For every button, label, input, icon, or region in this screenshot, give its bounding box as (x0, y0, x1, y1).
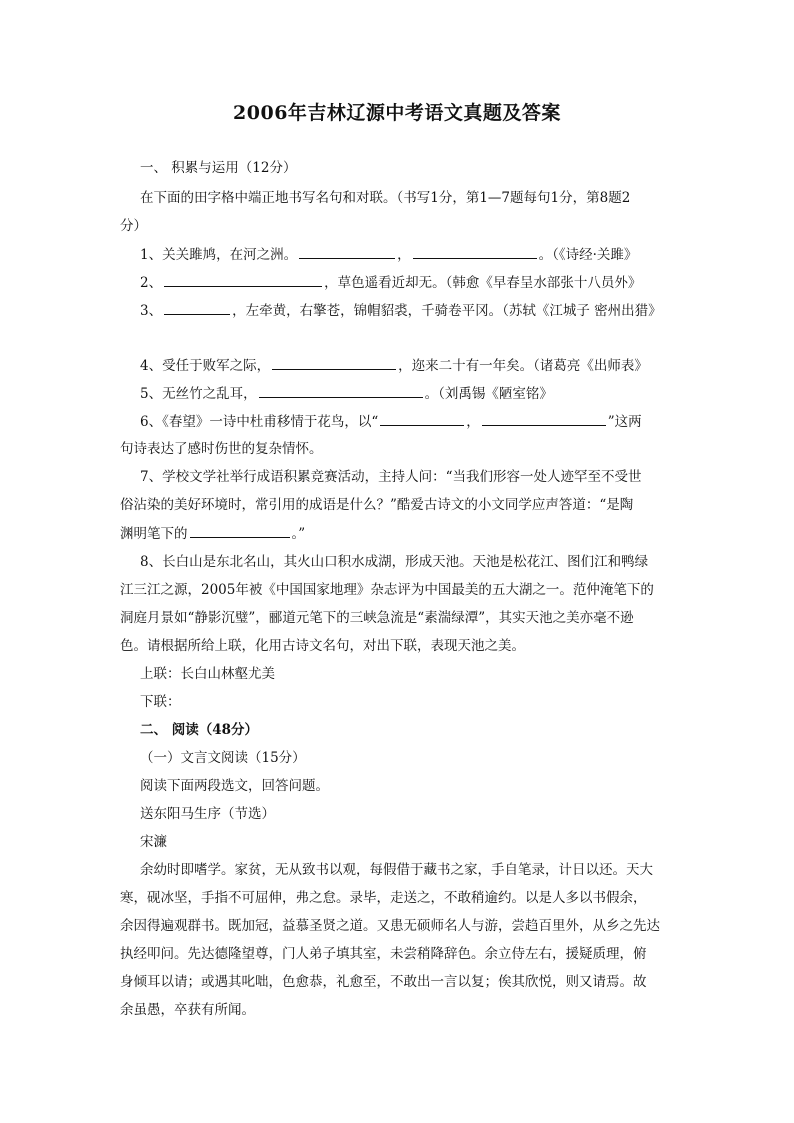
answer-blank[interactable] (272, 355, 396, 370)
q6-tail: ”这两 (607, 414, 642, 430)
question-2 (140, 272, 710, 293)
passage-author: 宋濂 (140, 834, 167, 850)
question-8-line-1: 8、长白山是东北名山，其火山口积水成湖，形成天池。天池是松花江、图们江和鸭绿 (140, 554, 649, 570)
page-title: 2006年吉林辽源中考语文真题及答案 (233, 102, 561, 124)
question-7-line-2: 俗沾染的美好环境时，常引用的成语是什么？”酷爱古诗文的小文同学应声答道：“是陶 (120, 497, 634, 513)
q1-comma: ， (397, 247, 411, 263)
answer-blank[interactable] (259, 383, 423, 398)
question-6 (140, 411, 710, 432)
q4-text: 4、受任于败军之际， (140, 358, 271, 374)
q3-text: ，左牵黄，右擎苍，锦帽貂裘，千骑卷平冈。（苏轼《江城子 密州出猎》 (232, 303, 662, 319)
q2-number: 2、 (140, 275, 163, 291)
passage-line-5: 身倾耳以请；或遇其叱咄，色愈恭，礼愈至，不敢出一言以复；俟其欣悦，则又请焉。故 (120, 974, 647, 990)
question-3 (140, 300, 710, 321)
q3-number: 3、 (140, 303, 163, 319)
instruction-line-1: 在下面的田字格中端正地书写名句和对联。（书写1分，第1—7题每句1分，第8题2 (140, 190, 631, 206)
passage-line-1: 余幼时即嗜学。家贫，无从致书以观，每假借于藏书之家，手自笔录，计日以还。天大 (140, 862, 653, 878)
q1-text: 1、关关雎鸠，在河之洲。 (140, 247, 298, 263)
lower-couplet: 下联： (140, 694, 181, 710)
passage-line-4: 执经叩问。先达德隆望尊，门人弟子填其室，未尝稍降辞色。余立侍左右，援疑质理，俯 (120, 946, 647, 962)
question-6-line-2: 句诗表达了感时伤世的复杂情怀。 (120, 441, 323, 457)
q7-tail: 。” (291, 526, 306, 542)
question-5 (140, 383, 710, 404)
passage-line-6: 余虽愚，卒获有所闻。 (120, 1002, 255, 1018)
subsection-heading: （一）文言文阅读（15分） (140, 750, 306, 766)
question-8-line-3: 洞庭月景如“静影沉璧”，郦道元笔下的三峡急流是“素湍绿潭”，其实天池之美亦毫不逊 (120, 610, 634, 626)
answer-blank[interactable] (190, 523, 290, 538)
upper-couplet: 上联：长白山林壑尤美 (140, 666, 275, 682)
question-7-line-3 (120, 523, 690, 544)
q6-text: 6、《春望》一诗中杜甫移情于花鸟，以“ (140, 414, 379, 430)
answer-blank[interactable] (164, 272, 322, 287)
q1-source: 。（《诗经·关雎》 (538, 247, 638, 263)
q7-text: 渊明笔下的 (120, 526, 188, 542)
section1-heading: 一、 积累与运用（12分） (140, 160, 297, 176)
instruction-line-2: 分） (120, 218, 147, 234)
question-4 (140, 355, 710, 376)
answer-blank[interactable] (164, 300, 230, 315)
answer-blank[interactable] (413, 244, 537, 259)
q4-source: ，迩来二十有一年矣。（诸葛亮《出师表》 (398, 358, 648, 374)
q5-text: 5、无丝竹之乱耳， (140, 386, 257, 402)
passage-line-3: 余因得遍观群书。既加冠，益慕圣贤之道。又患无硕师名人与游，尝趋百里外，从乡之先达 (120, 918, 660, 934)
section2-heading: 二、 阅读（48分） (140, 722, 258, 738)
passage-line-2: 寒，砚冰坚，手指不可屈伸，弗之怠。录毕，走送之，不敢稍逾约。以是人多以书假余， (120, 890, 647, 906)
question-1 (140, 244, 710, 265)
question-8-line-4: 色。请根据所给上联，化用古诗文名句，对出下联，表现天池之美。 (120, 638, 525, 654)
q2-text: ，草色遥看近却无。（韩愈《早春呈水部张十八员外》 (324, 275, 642, 291)
q6-comma: ， (466, 414, 480, 430)
reading-instruction: 阅读下面两段选文，回答问题。 (140, 778, 329, 794)
question-8-line-2: 江三江之源，2005年被《中国国家地理》杂志评为中国最美的五大湖之一。范仲淹笔下的 (120, 582, 654, 598)
answer-blank[interactable] (482, 411, 606, 426)
answer-blank[interactable] (299, 244, 395, 259)
question-7-line-1: 7、学校文学社举行成语积累竞赛活动，主持人问：“当我们形容一处人迹罕至不受世 (140, 469, 642, 485)
passage-title: 送东阳马生序（节选） (140, 806, 275, 822)
q5-source: 。（刘禹锡《陋室铭》 (424, 386, 553, 402)
answer-blank[interactable] (380, 411, 464, 426)
